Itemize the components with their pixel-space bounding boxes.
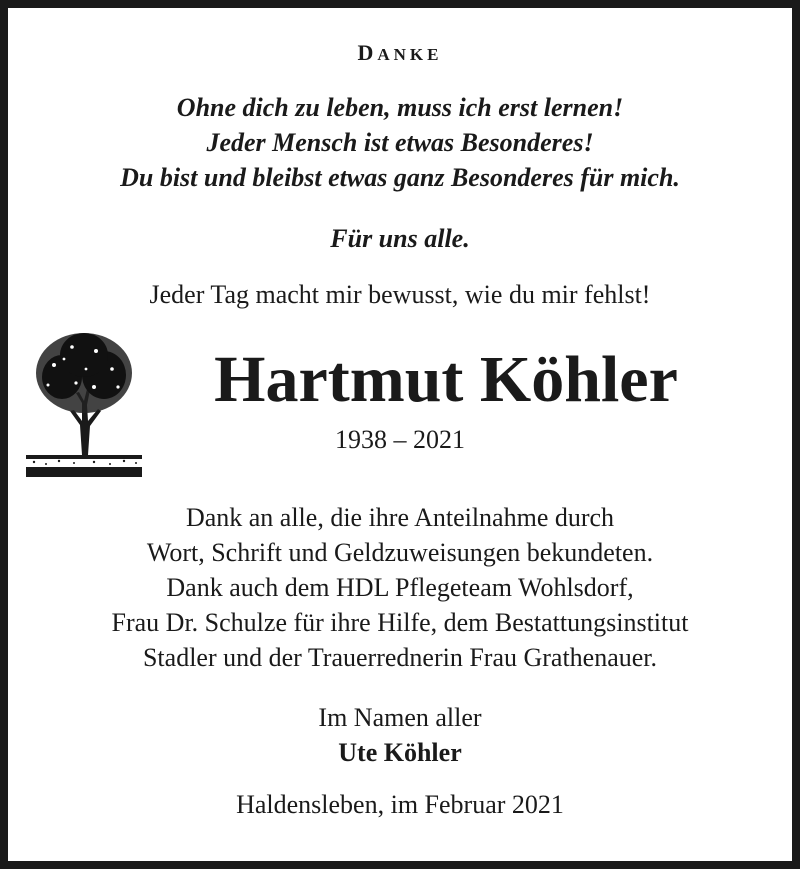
thanks-line: Dank auch dem HDL Pflegeteam Wohlsdorf, [166, 573, 634, 602]
signature-block [8, 700, 792, 770]
deceased-name: Hartmut Köhler [214, 343, 678, 416]
quote-line: Du bist und bleibst etwas ganz Besonderes für mich. [120, 163, 680, 192]
signature-intro: Im Namen aller [318, 703, 482, 732]
signature-name: Ute Köhler [338, 738, 462, 767]
life-years: 1938 – 2021 [335, 425, 465, 454]
thanks-line: Dank an alle, die ihre Anteilnahme durch [185, 503, 615, 532]
thanks-line: Stadler und der Trauerrednerin Frau Grathenauer. [142, 643, 658, 672]
tagline: Jeder Tag macht mir bewusst, wie du mir fehlst! [149, 280, 651, 309]
place-date: Haldensleben, im Februar 2021 [236, 790, 564, 819]
quote-block [8, 90, 792, 195]
quote-line: Ohne dich zu leben, muss ich erst lernen! [176, 93, 624, 122]
notice-title: DANKE [357, 40, 443, 65]
quote-line: Jeder Mensch ist etwas Besonderes! [206, 128, 594, 157]
thanks-line: Frau Dr. Schulze für ihre Hilfe, dem Bestattungsinstitut [111, 608, 689, 637]
thanks-block [8, 500, 792, 675]
thanks-line: Wort, Schrift und Geldzuweisungen bekundeten. [146, 538, 654, 567]
for-all-line: Für uns alle. [330, 224, 470, 253]
